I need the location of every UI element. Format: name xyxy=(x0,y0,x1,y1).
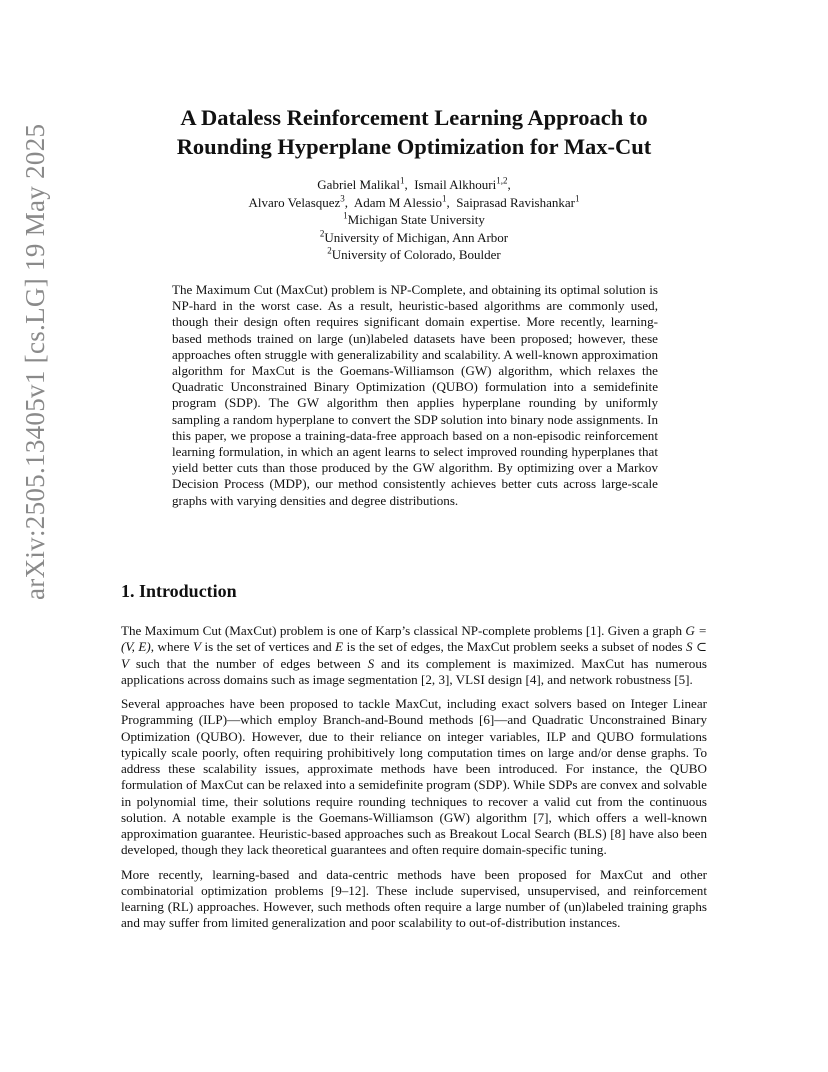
text-run: , where xyxy=(150,639,193,655)
affiliation-name: University of Michigan, Ann Arbor xyxy=(324,229,509,245)
text-run: and its complement is maximized. MaxCut has numerous applications across domains such as image segmentation [2, 3], VLSI design [4], and network robustness [5]. xyxy=(121,655,707,687)
introduction-body xyxy=(121,623,707,940)
author-affiliation-mark: 1 xyxy=(441,193,447,204)
paper-title xyxy=(100,103,728,161)
author-name: Ismail Alkhouri xyxy=(414,177,497,192)
math-inline: G = (V, E) xyxy=(121,623,707,655)
author-line-1: Gabriel Malikal$^1$, Ismail Alkhouri$^{1,2}$, xyxy=(317,175,511,192)
affiliation xyxy=(150,211,678,229)
affiliation-name: Michigan State University xyxy=(347,212,485,227)
author-name: Alvaro Velasquez xyxy=(248,194,341,210)
math-inline: E xyxy=(335,639,344,655)
paragraph-2: Several approaches have been proposed to tackle MaxCut, including exact solvers based on Integer Linear Programming (ILP)—which employ Branch-and-Bound methods [6]—and Quadratic Unconstrained Binary Optimization (QUBO). However, due to their reliance on integer variables, ILP and QUBO formulations typically scale poorly, often requiring prohibitively long computation times on large and/or dense graphs. To address these scalability issues, approximate methods have been introduced. For instance, the QUBO formulation of MaxCut can be relaxed into a semidefinite program (SDP). While SDPs are convex and solvable in polynomial time, their solutions require rounding techniques to recover a valid cut from the continuous solution. A notable example is the Goemans-Williamson (GW) algorithm [7], which offers a well-known approximation guarantee. Heuristic-based approaches such as Breakout Local Search (BLS) [8] have also been developed, though they lack theoretical guarantees and often require domain-specific tuning. xyxy=(121,696,707,858)
affiliation xyxy=(150,229,678,247)
paragraph-1 xyxy=(121,623,707,688)
affiliation-mark: 2 xyxy=(327,245,332,256)
math-inline: S xyxy=(367,655,375,671)
text-run: is the set of edges, the MaxCut problem seeks a subset of nodes xyxy=(343,639,686,655)
author-affiliation-mark: 1,2 xyxy=(496,175,508,186)
abstract xyxy=(172,282,658,509)
author-affiliation-mark: 3 xyxy=(340,193,345,204)
title-line-2: Rounding Hyperplane Optimization for Max-Cut xyxy=(176,134,652,159)
affiliation-name: University of Colorado, Boulder xyxy=(331,247,501,262)
author-affiliation-mark: 1 xyxy=(399,175,405,186)
author-line-2: Alvaro Velasquez$^3$, Adam M Alessio$^1$, Saiprasad Ravishankar$^1$ xyxy=(248,193,580,210)
author-name: Gabriel Malikal xyxy=(317,177,400,192)
text-run: is the set of vertices and xyxy=(201,639,336,655)
arxiv-identifier: arXiv:2505.13405v1 [cs.LG] 19 May 2025 xyxy=(20,123,50,600)
author-affiliation-mark: 1 xyxy=(575,193,580,204)
author-name: Adam M Alessio xyxy=(353,194,442,210)
paragraph-3: More recently, learning-based and data-centric methods have been proposed for MaxCut and other combinatorial optimization problems [9–12]. These include supervised, unsupervised, and reinforcement learning (RL) approaches. However, such methods often require a large number of (un)labeled training graphs and may suffer from limited generalization and poor scalability to out-of-distribution instances. xyxy=(121,866,707,931)
title-line-1: A Dataless Reinforcement Learning Approach to xyxy=(180,105,648,130)
text-run: such that the number of edges between xyxy=(129,655,368,671)
math-inline: S ⊂ V xyxy=(121,639,707,671)
abstract-text: The Maximum Cut (MaxCut) problem is NP-Complete, and obtaining its optimal solution is NP-hard in the worst case. As a result, heuristic-based algorithms are commonly used, though their design often requires significant domain expertise. More recently, learning-based methods trained on large (un)labeled datasets have been proposed; however, these approaches often struggle with generalizability and scalability. A well-known approximation algorithm for MaxCut is the Goemans-Williamson (GW) algorithm, which relaxes the Quadratic Unconstrained Binary Optimization (QUBO) formulation into a semidefinite program (SDP). The GW algorithm then applies hyperplane rounding by uniformly sampling a random hyperplane to convert the SDP solution into binary node assignments. In this paper, we propose a training-data-free approach based on a non-episodic reinforcement learning formulation, in which an agent learns to select improved rounding hyperplanes that yield better cuts than those produced by the GW algorithm. By optimizing over a Markov Decision Process (MDP), our method consistently achieves better cuts across large-scale graphs with varying densities and degree distributions. xyxy=(172,282,658,508)
section-heading-introduction: 1. Introduction xyxy=(121,581,237,601)
affiliation-mark: 1 xyxy=(343,210,348,221)
affiliation xyxy=(150,246,678,264)
math-inline: V xyxy=(193,639,201,655)
author-name: Saiprasad Ravishankar xyxy=(456,194,575,210)
affiliation-mark: 2 xyxy=(319,228,325,239)
author-block xyxy=(150,176,678,264)
text-run: The Maximum Cut (MaxCut) problem is one of Karp’s classical NP-complete problems [1]. Given a graph xyxy=(121,623,686,638)
